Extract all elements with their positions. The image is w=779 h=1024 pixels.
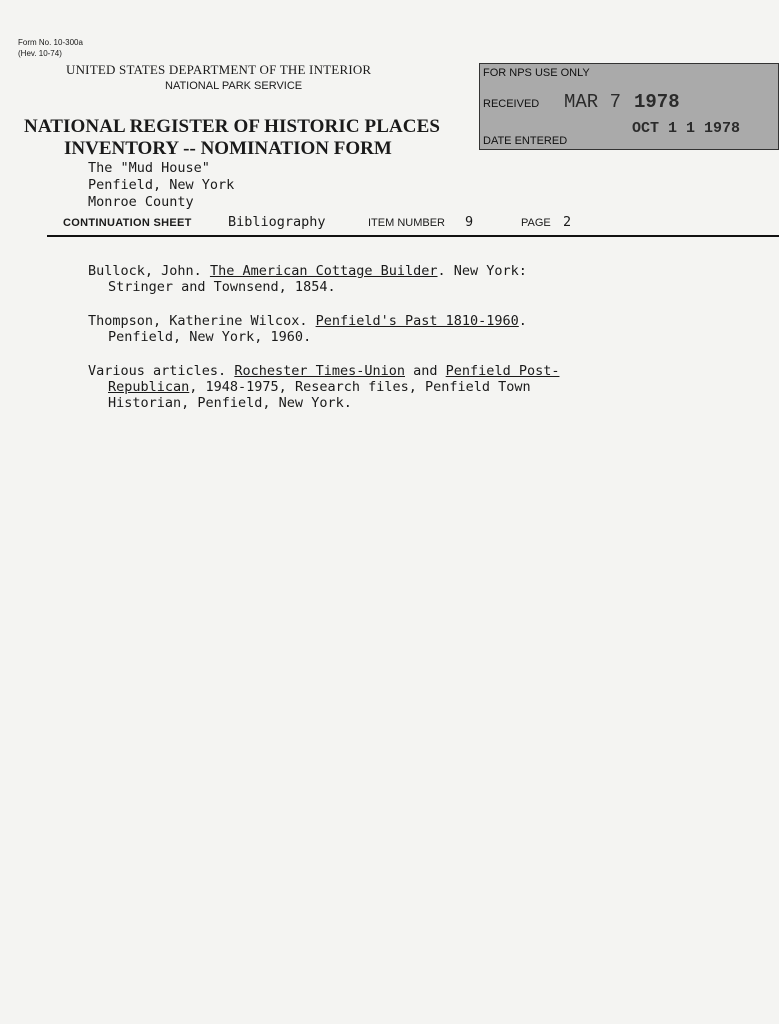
bibliography-entry [88, 263, 527, 295]
received-stamp-date: MAR 7 [564, 91, 622, 113]
department-heading: UNITED STATES DEPARTMENT OF THE INTERIOR [66, 62, 372, 77]
page-value: 2 [563, 214, 572, 230]
entry-conjunction: and [413, 363, 438, 379]
service-heading: NATIONAL PARK SERVICE [165, 80, 303, 92]
property-name: The "Mud House" [88, 160, 210, 176]
property-place: Penfield, New York [88, 177, 235, 193]
date-entered-stamp: OCT 1 1 1978 [632, 120, 741, 137]
entry-title-2: Penfield Post- [445, 363, 560, 379]
property-county: Monroe County [88, 194, 194, 210]
nps-box-heading: FOR NPS USE ONLY [483, 67, 590, 79]
entry-line2: Stringer and Townsend, 1854. [108, 279, 336, 295]
entry-title-2-cont: Republican [108, 379, 190, 395]
entry-line2-rest: , 1948-1975, Research files, Penfield Town [189, 379, 531, 395]
form-number [18, 37, 83, 59]
entry-publisher: . New York: [437, 263, 527, 279]
entry-punct: . [518, 313, 527, 329]
entry-title: The American Cottage Builder [209, 263, 438, 279]
entry-author: Various articles. [88, 363, 227, 379]
entry-line3: Historian, Penfield, New York. [108, 395, 352, 411]
form-title: NATIONAL REGISTER OF HISTORIC PLACES [24, 116, 441, 137]
nps-use-box [479, 63, 779, 150]
entry-title: Penfield's Past 1810-1960 [315, 313, 519, 329]
header-divider [47, 235, 779, 237]
revision-text: (Hev. 10-74) [18, 49, 62, 58]
item-number-label: ITEM NUMBER [368, 217, 445, 229]
received-label: RECEIVED [483, 98, 540, 110]
entry-author: Bullock, John. [88, 263, 202, 279]
date-entered-label: DATE ENTERED [483, 135, 568, 147]
entry-line2: Penfield, New York, 1960. [108, 329, 312, 345]
continuation-sheet-value: Bibliography [228, 214, 326, 230]
bibliography-entry [88, 363, 559, 411]
form-number-text: Form No. 10-300a [18, 38, 83, 47]
form-subtitle: INVENTORY -- NOMINATION FORM [64, 138, 392, 159]
bibliography-entry [88, 313, 527, 345]
continuation-sheet-label: CONTINUATION SHEET [63, 217, 192, 229]
entry-title: Rochester Times-Union [234, 363, 405, 379]
received-stamp-year: 1978 [634, 91, 680, 113]
entry-author: Thompson, Katherine Wilcox. [88, 313, 308, 329]
item-number-value: 9 [465, 214, 474, 230]
page-label: PAGE [521, 217, 551, 229]
